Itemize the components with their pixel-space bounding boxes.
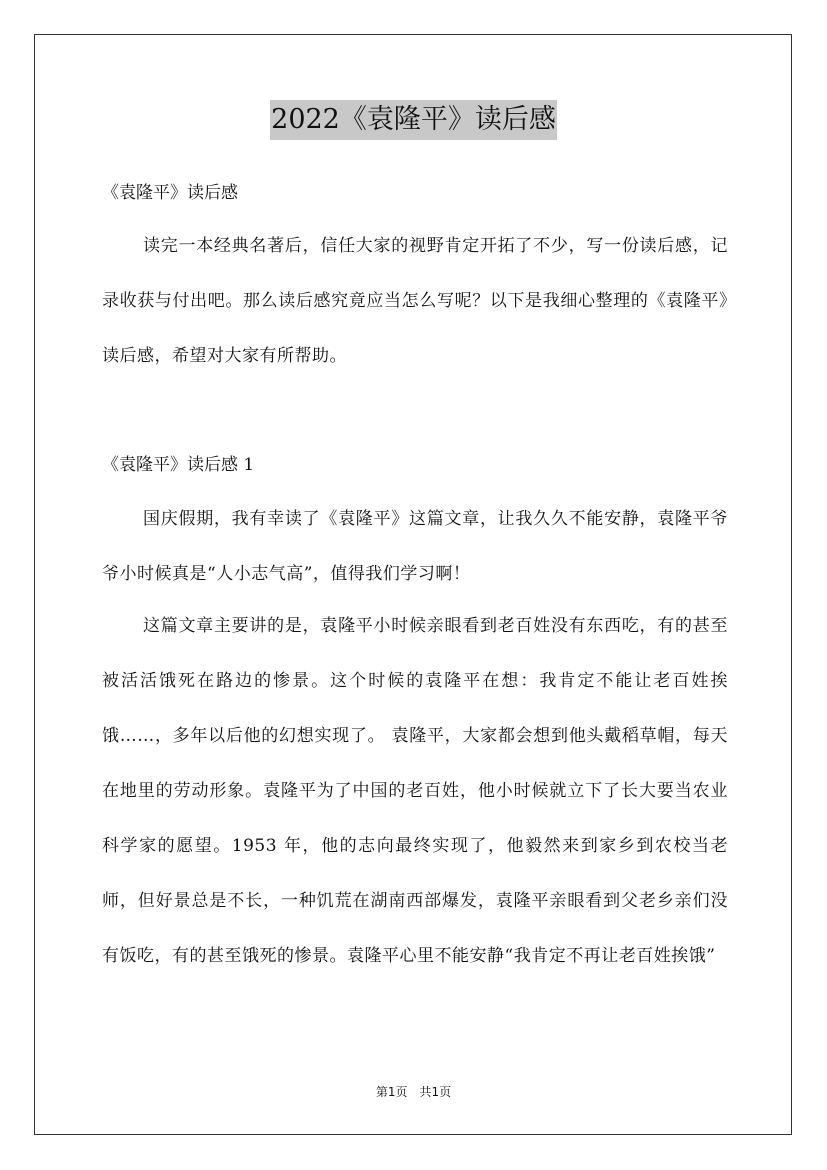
intro-paragraph: 读完一本经典名著后，信任大家的视野肯定开拓了不少，写一份读后感，记录收获与付出吧。那么读后感究竟应当怎么写呢？以下是我细心整理的《袁隆平》读后感，希望对大家有所帮助。 — [102, 236, 728, 366]
page-footer: 第1页 共1页 — [375, 1085, 452, 1099]
intro-heading: 《袁隆平》读后感 — [102, 183, 238, 203]
section-heading: 《袁隆平》读后感 1 — [102, 455, 255, 475]
body-paragraph-2: 这篇文章主要讲的是，袁隆平小时候亲眼看到老百姓没有东西吃，有的甚至被活活饿死在路边的惨景。这个时候的袁隆平在想：我肯定不能让老百姓挨饿……，多年以后他的幻想实现了。 袁隆平，大家都会想到他头戴稻草帽，每天在地里的劳动形象。袁隆平为了中国的老百姓，他小时候就立下了长大要当农业科学家的愿望。1953 年，他的志向最终实现了，他毅然来到家乡到农校当老师，但好景总是不长，一种饥荒在湖南西部爆发，袁隆平亲眼看到父老乡亲们没有饭吃，有的甚至饿死的惨景。袁隆平心里不能安静“我肯定不再让老百姓挨饿” — [102, 616, 728, 966]
body-paragraph-1: 国庆假期，我有幸读了《袁隆平》这篇文章，让我久久不能安静，袁隆平爷爷小时候真是“人小志气高”，值得我们学习啊！ — [102, 509, 728, 584]
title-container — [0, 100, 827, 140]
document-title[interactable]: 2022《袁隆平》读后感 — [270, 100, 557, 140]
